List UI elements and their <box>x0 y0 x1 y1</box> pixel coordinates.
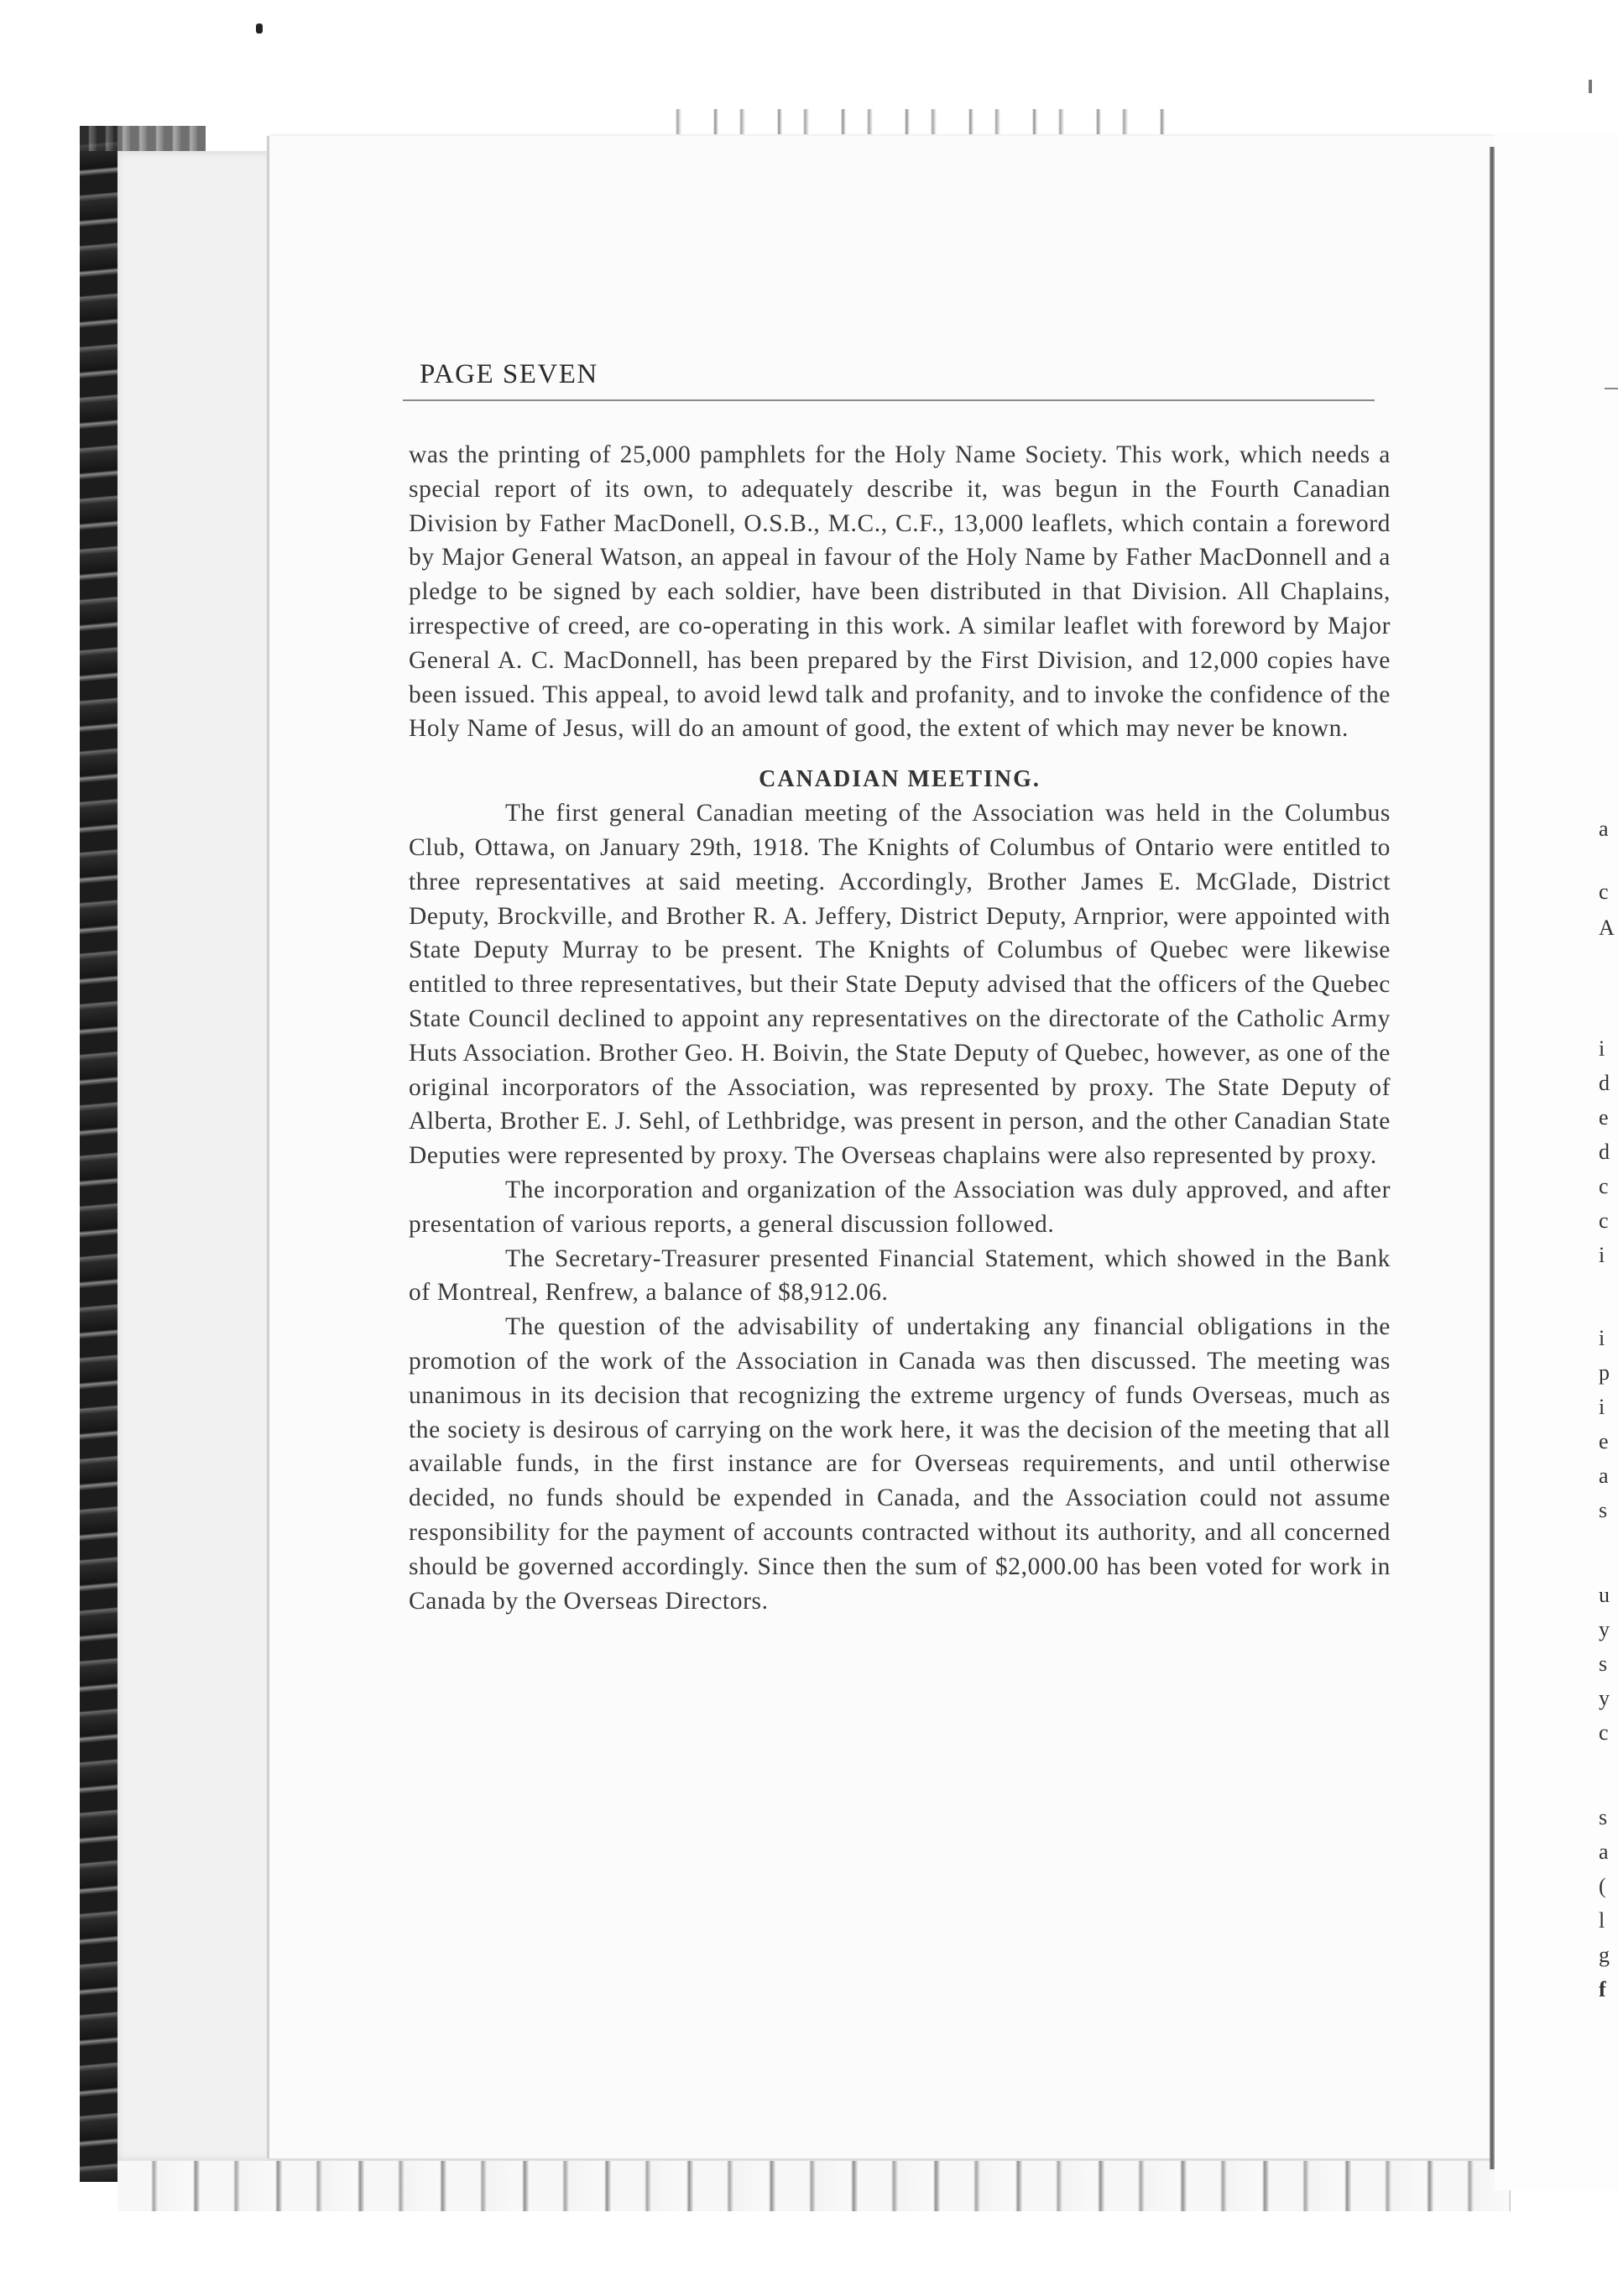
adjacent-page-letter: a <box>1599 1464 1609 1488</box>
adjacent-page-letter: s <box>1599 1805 1608 1829</box>
adjacent-page-letter: i <box>1599 1243 1605 1267</box>
paragraph: The incorporation and organization of the Association was duly approved, and after presentation of various reports, a general discussion followed. <box>409 1176 1391 1238</box>
adjacent-page-letter: a <box>1599 1839 1609 1864</box>
scan-mark <box>1589 80 1592 93</box>
page-header: PAGE SEVEN <box>420 359 598 389</box>
adjacent-page-letter: s <box>1599 1652 1608 1676</box>
paragraph: The question of the advisability of undertaking any financial obligations in the promotion of the work of the Association in Canada was then discussed. The meeting was unanimous in its decision that recognizing the extreme urgency of funds Overseas, much as the society is desirous of carrying on the work here, it was the decision of the meeting that all available funds, in the first instance are for Overseas requirements, and until otherwise decided, no funds should be expended in Canada, and the Association could not assume responsibility for the payment of accounts contracted without its authority, and all concerned should be governed accordingly. Since then the sum of $2,000.00 has been voted for work in Canada by the Overseas Directors. <box>409 1313 1391 1615</box>
adjacent-page-letter: u <box>1599 1583 1610 1607</box>
adjacent-page-letter: f <box>1599 1977 1606 2001</box>
adjacent-page-letter: d <box>1599 1140 1610 1164</box>
scan-speck <box>256 23 263 34</box>
adjacent-page-letter: A <box>1599 916 1615 940</box>
adjacent-page-letter: c <box>1599 1720 1609 1745</box>
binding-top-edge <box>655 109 1175 134</box>
adjacent-page-letter: i <box>1599 1036 1605 1061</box>
book-binding-left <box>80 126 117 2182</box>
adjacent-page-letter: a <box>1599 817 1609 841</box>
paragraph: was the printing of 25,000 pamphlets for the Holy Name Society. This work, which needs a special report of its own, to adequately describe it, was begun in the Fourth Canadian Division by Father MacDonell, O.S.B., M.C., C.F., 13,000 leaflets, which contain a foreword by Major General Watson, an appeal in favour of the Holy Name by Father MacDonnell and a pledge to be signed by each soldier, have been distributed in that Division. All Chaplains, irrespective of creed, are co-operating in this work. A similar leaflet with foreword by Major General A. C. MacDonnell, has been prepared by the First Division, and 12,000 copies have been issued. This appeal, to avoid lewd talk and profanity, and to invoke the confidence of the Holy Name of Jesus, will do an amount of good, the extent of which may never be known. <box>409 441 1391 743</box>
adjacent-page-letter: d <box>1599 1071 1610 1095</box>
adjacent-page-letter: g <box>1599 1943 1610 1967</box>
adjacent-page-letter: c <box>1599 1174 1609 1198</box>
binding-top-corner <box>80 126 206 151</box>
adjacent-page-letter: e <box>1599 1105 1609 1130</box>
adjacent-page-letter: s <box>1599 1498 1608 1522</box>
paragraph: The first general Canadian meeting of the Association was held in the Columbus Club, Ottawa, on January 29th, 1918. The Knights of Columbus of Ontario were entitled to three representatives at said meeting. Accordingly, Brother James E. McGlade, District Deputy, Brockville, and Brother R. A. Jeffery, District Deputy, Arnprior, were appointed with State Deputy Murray to be present. The Knights of Columbus of Quebec were likewise entitled to three representatives, but their State Deputy advised that the officers of the Quebec State Council declined to appoint any representatives on the directorate of the Catholic Army Huts Association. Brother Geo. H. Boivin, the State Deputy of Quebec, however, as one of the original incorporators of the Association, was represented by proxy. The State Deputy of Alberta, Brother E. J. Sehl, of Lethbridge, was present in person, and the other Canadian State Deputies were represented by proxy. The Overseas chaplains were also represented by proxy. <box>409 800 1391 1170</box>
adjacent-page-letter: l <box>1599 1908 1605 1933</box>
binding-bottom-edge <box>117 2161 1511 2211</box>
paragraph: The Secretary-Treasurer presented Financial Statement, which showed in the Bank of Montreal, Renfrew, a balance of $8,912.06. <box>409 1245 1391 1307</box>
page-body <box>409 438 1391 1618</box>
adjacent-page-letter: y <box>1599 1617 1610 1641</box>
adjacent-page-letter: ( <box>1599 1874 1606 1898</box>
adjacent-page-letter: i <box>1599 1395 1605 1419</box>
adjacent-page-letter: i <box>1599 1326 1605 1350</box>
adjacent-page-letter: c <box>1599 1208 1609 1233</box>
section-heading: CANADIAN MEETING. <box>759 766 1041 793</box>
adjacent-page-letter: c <box>1599 879 1609 904</box>
adjacent-page-letter: e <box>1599 1429 1609 1453</box>
adjacent-page-letter: p <box>1599 1360 1610 1385</box>
adjacent-page-header-rule <box>1605 388 1618 389</box>
adjacent-page-letter: y <box>1599 1686 1610 1710</box>
header-divider <box>403 399 1375 401</box>
